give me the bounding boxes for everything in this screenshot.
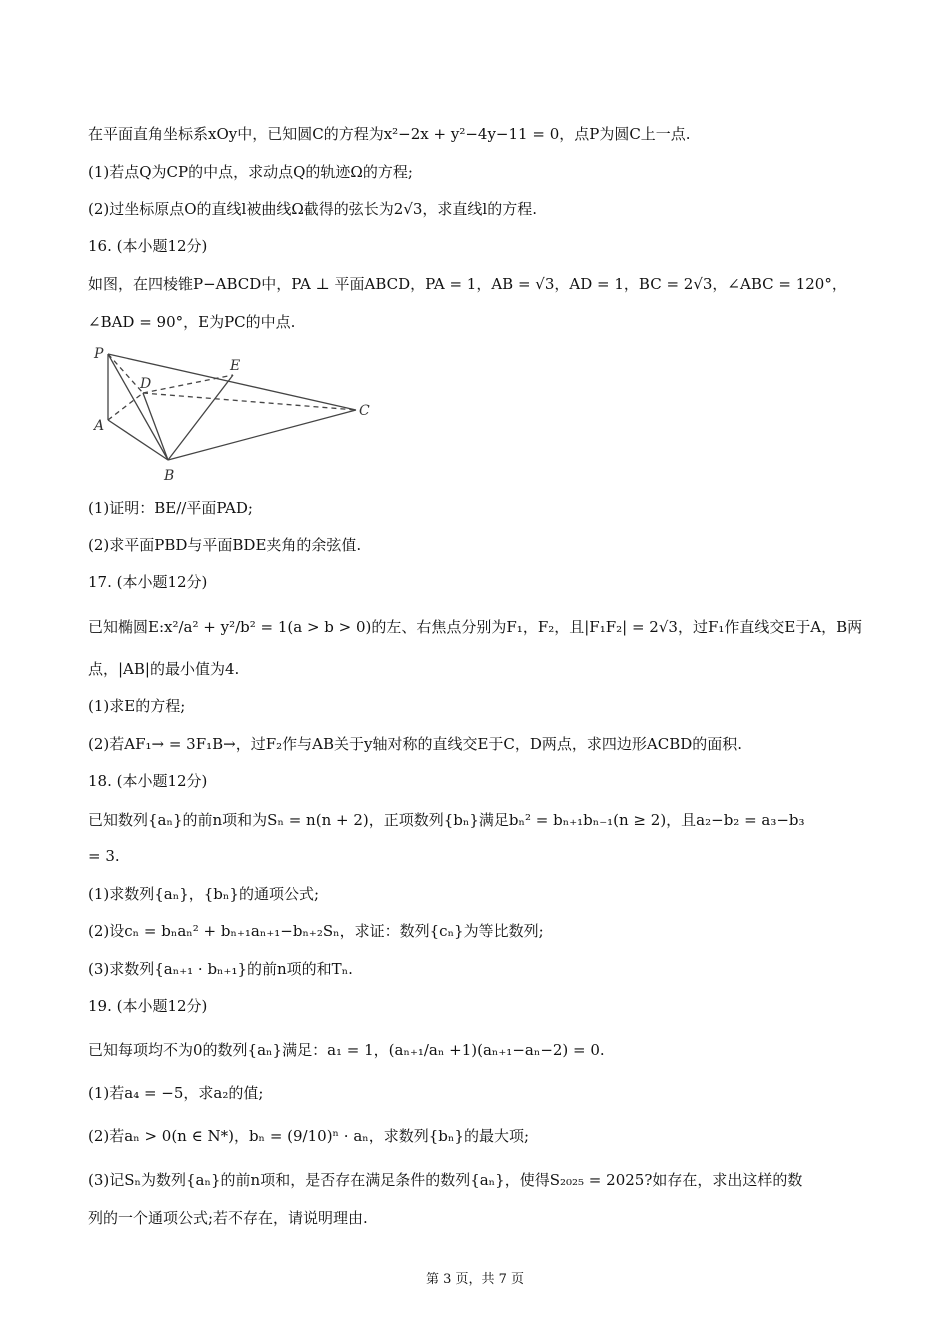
q18-stem-line2: = 3.	[88, 847, 120, 865]
label-A: A	[94, 418, 105, 434]
q15-part1: (1)若点Q为CP的中点，求动点Q的轨迹Ω的方程;	[88, 163, 413, 181]
page-footer: 第 3 页，共 7 页	[425, 1272, 525, 1287]
q19-part3-line2: 列的一个通项公式;若不存在，请说明理由.	[88, 1209, 368, 1227]
q16-stem-line1: 如图，在四棱锥P−ABCD中，PA ⊥ 平面ABCD，PA = 1，AB = √3，AD = 1，BC = 2√3，∠ABC = 120°，	[88, 275, 847, 293]
q19-part2: (2)若aₙ > 0(n ∈ N*)，bₙ = (9/10)ⁿ · aₙ，求数列{bₙ}的最大项;	[88, 1127, 529, 1145]
q18-part3: (3)求数列{aₙ₊₁ · bₙ₊₁}的前n项的和Tₙ.	[88, 960, 353, 978]
q16-stem-line2: ∠BAD = 90°，E为PC的中点.	[88, 313, 296, 331]
q18-part1: (1)求数列{aₙ}，{bₙ}的通项公式;	[88, 885, 319, 903]
label-P: P	[94, 346, 104, 362]
q17-stem-line1: 已知椭圆E:x²/a² + y²/b² = 1(a > b > 0)的左、右焦点分别为F₁，F₂，且|F₁F₂| = 2√3，过F₁作直线交E于A，B两	[88, 618, 863, 636]
q16-title: 16. (本小题12分)	[88, 237, 208, 255]
q18-stem-line1: 已知数列{aₙ}的前n项和为Sₙ = n(n + 2)，正项数列{bₙ}满足bₙ² = bₙ₊₁bₙ₋₁(n ≥ 2)，且a₂−b₂ = a₃−b₃	[88, 811, 805, 829]
q18-title: 18. (本小题12分)	[88, 772, 208, 790]
q15-stem: 在平面直角坐标系xOy中，已知圆C的方程为x²−2x + y²−4y−11 = 0，点P为圆C上一点.	[88, 125, 691, 143]
q17-stem-line2: 点，|AB|的最小值为4.	[88, 660, 240, 678]
label-E: E	[230, 358, 241, 374]
q19-part3-line1: (3)记Sₙ为数列{aₙ}的前n项和，是否存在满足条件的数列{aₙ}，使得S₂₀₂₅ = 2025?如存在，求出这样的数	[88, 1171, 803, 1189]
pyramid-figure	[88, 340, 388, 485]
q19-title: 19. (本小题12分)	[88, 997, 208, 1015]
label-C: C	[359, 403, 370, 419]
q17-part2: (2)若AF₁→ = 3F₁B→，过F₂作与AB关于y轴对称的直线交E于C，D两点，求四边形ACBD的面积.	[88, 735, 743, 753]
label-D: D	[140, 376, 152, 392]
q19-part1: (1)若a₄ = −5，求a₂的值;	[88, 1084, 264, 1102]
label-B: B	[164, 468, 175, 484]
q17-part1: (1)求E的方程;	[88, 697, 186, 715]
q18-part2: (2)设cₙ = bₙaₙ² + bₙ₊₁aₙ₊₁−bₙ₊₂Sₙ，求证：数列{cₙ}为等比数列;	[88, 922, 544, 940]
q16-part1: (1)证明：BE//平面PAD;	[88, 499, 253, 517]
q19-stem: 已知每项均不为0的数列{aₙ}满足：a₁ = 1，(aₙ₊₁/aₙ +1)(aₙ₊₁−aₙ−2) = 0.	[88, 1041, 605, 1059]
q17-title: 17. (本小题12分)	[88, 573, 208, 591]
q15-part2: (2)过坐标原点O的直线l被曲线Ω截得的弦长为2√3，求直线l的方程.	[88, 200, 537, 218]
q16-part2: (2)求平面PBD与平面BDE夹角的余弦值.	[88, 536, 362, 554]
